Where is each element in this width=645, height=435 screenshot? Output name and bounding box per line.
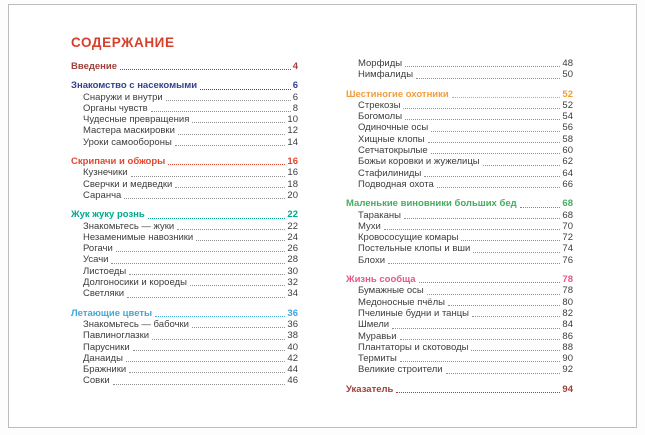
entry-label: Божьи коровки и жужелицы: [358, 156, 480, 168]
dot-leader: [437, 187, 561, 188]
page-number: 30: [287, 265, 298, 277]
toc-heading-row: [346, 89, 573, 100]
toc-entry-row: [346, 342, 573, 353]
page-number: 60: [562, 145, 573, 157]
dot-leader: [448, 305, 560, 306]
entry-label: Павлиноглазки: [83, 330, 150, 342]
toc-entry-row: [71, 114, 298, 125]
entry-label: Знакомство с насекомыми: [71, 80, 198, 92]
page-number: 12: [287, 125, 298, 137]
toc-entry-row: [346, 69, 573, 80]
page-number: 54: [562, 111, 573, 123]
toc-heading-row: [346, 384, 573, 395]
page-number: 36: [287, 318, 298, 330]
dot-leader: [405, 66, 560, 67]
page-number: 82: [562, 307, 573, 319]
entry-label: Кровососущие комары: [358, 232, 459, 244]
toc-entry-row: [71, 254, 298, 265]
toc-entry-row: [346, 111, 573, 122]
entry-label: Жизнь сообща: [346, 274, 416, 286]
dot-leader: [404, 218, 560, 219]
page-number: 68: [562, 198, 573, 210]
dot-leader: [483, 165, 561, 166]
entry-label: Сетчатокрылые: [358, 145, 428, 157]
dot-leader: [168, 164, 285, 165]
page-number: 80: [562, 296, 573, 308]
dot-leader: [424, 176, 560, 177]
entry-label: Подводная охота: [358, 178, 434, 190]
toc-entry-row: [71, 137, 298, 148]
toc-section: [346, 384, 573, 395]
dot-leader: [471, 350, 560, 351]
toc-column-left: [71, 61, 298, 387]
toc-entry-row: [346, 319, 573, 330]
toc-entry-row: [71, 243, 298, 254]
toc-entry-row: [346, 243, 573, 254]
entry-label: Мухи: [358, 220, 381, 232]
entry-label: Блохи: [358, 254, 386, 266]
dot-leader: [113, 384, 286, 385]
toc-entry-row: [346, 210, 573, 221]
page-number: 6: [292, 80, 298, 92]
toc-page: [8, 4, 637, 428]
toc-entry-row: [71, 232, 298, 243]
toc-entry-row: [346, 122, 573, 133]
toc-entry-row: [346, 232, 573, 243]
toc-column-right: [346, 58, 573, 395]
entry-label: Одиночные осы: [358, 122, 429, 134]
dot-leader: [431, 153, 561, 154]
dot-leader: [116, 251, 286, 252]
entry-label: Данаиды: [83, 352, 123, 364]
page-number: 18: [287, 178, 298, 190]
dot-leader: [400, 339, 561, 340]
page-number: 10: [287, 114, 298, 126]
dot-leader: [124, 198, 285, 199]
page-number: 92: [562, 364, 573, 376]
dot-leader: [192, 327, 285, 328]
entry-label: Введение: [71, 61, 118, 72]
page-number: 78: [562, 274, 573, 286]
page-number: 34: [287, 288, 298, 300]
entry-label: Скрипачи и обжоры: [71, 156, 166, 168]
entry-label: Долгоносики и короеды: [83, 277, 187, 289]
toc-heading-row: [71, 308, 298, 319]
toc-entry-row: [71, 364, 298, 375]
dot-leader: [405, 119, 560, 120]
dot-leader: [431, 131, 560, 132]
toc-section: [346, 58, 573, 81]
page-number: 62: [562, 156, 573, 168]
toc-section: [346, 274, 573, 376]
entry-label: Постельные клопы и вши: [358, 243, 471, 255]
page-number: 14: [287, 136, 298, 148]
entry-label: Снаружи и внутри: [83, 91, 163, 103]
dot-leader: [192, 122, 285, 123]
toc-section: [71, 61, 298, 72]
page-number: 72: [562, 232, 573, 244]
toc-entry-row: [71, 342, 298, 353]
dot-leader: [427, 294, 561, 295]
entry-label: Стафилиниды: [358, 167, 422, 179]
page-number: 38: [287, 330, 298, 342]
entry-label: Сверчки и медведки: [83, 178, 173, 190]
entry-label: Великие строители: [358, 364, 443, 376]
page-number: 44: [287, 364, 298, 376]
page-number: 36: [287, 307, 298, 319]
page-number: 26: [287, 243, 298, 255]
dot-leader: [403, 108, 560, 109]
dot-leader: [177, 229, 285, 230]
toc-entry-row: [71, 353, 298, 364]
entry-label: Бражники: [83, 364, 127, 376]
entry-label: Нимфалиды: [358, 69, 414, 81]
toc-entry-row: [346, 156, 573, 167]
page-number: 22: [287, 209, 298, 221]
toc-entry-row: [71, 167, 298, 178]
dot-leader: [166, 100, 291, 101]
page-number: 22: [287, 220, 298, 232]
page-number: 88: [562, 341, 573, 353]
page-number: 58: [562, 133, 573, 145]
page-number: 24: [287, 231, 298, 243]
page-number: 68: [562, 209, 573, 221]
dot-leader: [416, 78, 560, 79]
toc-entry-row: [71, 92, 298, 103]
entry-label: Незаменимые навозники: [83, 231, 194, 243]
page-number: 48: [562, 58, 573, 69]
page-number: 28: [287, 254, 298, 266]
toc-entry-row: [71, 125, 298, 136]
toc-entry-row: [71, 277, 298, 288]
dot-leader: [419, 282, 561, 283]
page-number: 52: [562, 88, 573, 100]
dot-leader: [129, 372, 285, 373]
toc-entry-row: [346, 221, 573, 232]
dot-leader: [400, 361, 561, 362]
dot-leader: [384, 229, 561, 230]
dot-leader: [452, 97, 561, 98]
toc-entry-row: [346, 58, 573, 69]
toc-entry-row: [346, 255, 573, 266]
toc-entry-row: [346, 179, 573, 190]
toc-entry-row: [346, 364, 573, 375]
entry-label: Бумажные осы: [358, 285, 424, 297]
entry-label: Шестиногие охотники: [346, 88, 449, 100]
dot-leader: [428, 142, 561, 143]
entry-label: Медоносные пчёлы: [358, 296, 445, 308]
entry-label: Рогачи: [83, 243, 113, 255]
page-number: 90: [562, 353, 573, 365]
dot-leader: [151, 111, 291, 112]
toc-entry-row: [71, 221, 298, 232]
page-number: 8: [292, 102, 298, 114]
toc-entry-row: [71, 375, 298, 386]
dot-leader: [473, 252, 560, 253]
dot-leader: [388, 263, 560, 264]
toc-entry-row: [71, 103, 298, 114]
toc-section: [71, 209, 298, 299]
entry-label: Мастера маскировки: [83, 125, 175, 137]
entry-label: Плантаторы и скотоводы: [358, 341, 469, 353]
dot-leader: [175, 187, 285, 188]
toc-section: [346, 198, 573, 266]
entry-label: Светляки: [83, 288, 125, 300]
dot-leader: [175, 145, 286, 146]
page-title: СОДЕРЖАНИЕ: [71, 35, 175, 50]
entry-label: Усачи: [83, 254, 109, 266]
dot-leader: [127, 297, 285, 298]
entry-label: Термиты: [358, 353, 397, 365]
toc-entry-row: [71, 319, 298, 330]
toc-entry-row: [71, 266, 298, 277]
toc-entry-row: [346, 285, 573, 296]
entry-label: Парусники: [83, 341, 130, 353]
entry-label: Совки: [83, 375, 110, 387]
dot-leader: [129, 274, 285, 275]
dot-leader: [472, 316, 560, 317]
toc-section: [71, 80, 298, 148]
toc-entry-row: [346, 168, 573, 179]
entry-label: Хищные клопы: [358, 133, 425, 145]
toc-entry-row: [346, 134, 573, 145]
toc-section: [71, 308, 298, 387]
dot-leader: [200, 89, 291, 90]
toc-entry-row: [71, 288, 298, 299]
entry-label: Чудесные превращения: [83, 114, 190, 126]
toc-entry-row: [346, 331, 573, 342]
entry-label: Жук жуку рознь: [71, 209, 145, 221]
page-number: 76: [562, 254, 573, 266]
page-number: 86: [562, 330, 573, 342]
entry-label: Богомолы: [358, 111, 403, 123]
dot-leader: [446, 373, 561, 374]
entry-label: Шмели: [358, 319, 390, 331]
toc-heading-row: [346, 274, 573, 285]
page-number: 56: [562, 122, 573, 134]
page-number: 32: [287, 277, 298, 289]
toc-entry-row: [71, 179, 298, 190]
dot-leader: [131, 176, 286, 177]
page-number: 66: [562, 178, 573, 190]
entry-label: Маленькие виновники больших бед: [346, 198, 517, 210]
page-number: 84: [562, 319, 573, 331]
page-number: 52: [562, 99, 573, 111]
page-number: 94: [562, 383, 573, 395]
toc-heading-row: [346, 198, 573, 209]
toc-entry-row: [346, 308, 573, 319]
toc-entry-row: [71, 190, 298, 201]
page-number: 78: [562, 285, 573, 297]
dot-leader: [392, 328, 560, 329]
page-number: 46: [287, 375, 298, 387]
entry-label: Знакомьтесь — жуки: [83, 220, 175, 232]
entry-label: Саранча: [83, 189, 122, 201]
toc-heading-row: [71, 209, 298, 220]
toc-entry-row: [346, 145, 573, 156]
entry-label: Указатель: [346, 383, 394, 395]
dot-leader: [126, 361, 285, 362]
entry-label: Органы чувств: [83, 102, 148, 114]
dot-leader: [461, 240, 560, 241]
toc-heading-row: [71, 80, 298, 91]
page-number: 74: [562, 243, 573, 255]
toc-section: [71, 156, 298, 201]
page-number: 40: [287, 341, 298, 353]
dot-leader: [190, 285, 286, 286]
page-number: 64: [562, 167, 573, 179]
dot-leader: [196, 240, 285, 241]
toc-entry-row: [346, 100, 573, 111]
page-number: 16: [287, 167, 298, 179]
dot-leader: [152, 339, 285, 340]
page-number: 4: [292, 61, 298, 72]
page-number: 20: [287, 189, 298, 201]
entry-label: Летающие цветы: [71, 307, 153, 319]
toc-heading-row: [71, 61, 298, 72]
page-number: 50: [562, 69, 573, 81]
entry-label: Муравьи: [358, 330, 397, 342]
entry-label: Знакомьтесь — бабочки: [83, 318, 189, 330]
page-number: 6: [292, 91, 298, 103]
dot-leader: [133, 350, 286, 351]
entry-label: Листоеды: [83, 265, 127, 277]
dot-leader: [111, 263, 285, 264]
entry-label: Стрекозы: [358, 99, 401, 111]
toc-entry-row: [71, 330, 298, 341]
page-number: 16: [287, 156, 298, 168]
toc-entry-row: [346, 353, 573, 364]
toc-entry-row: [346, 297, 573, 308]
page-number: 42: [287, 352, 298, 364]
entry-label: Морфиды: [358, 58, 403, 69]
dot-leader: [120, 69, 291, 70]
dot-leader: [155, 316, 285, 317]
toc-section: [346, 89, 573, 191]
entry-label: Кузнечики: [83, 167, 128, 179]
dot-leader: [148, 218, 286, 219]
entry-label: Пчелиные будни и танцы: [358, 307, 469, 319]
toc-heading-row: [71, 156, 298, 167]
dot-leader: [520, 207, 561, 208]
dot-leader: [178, 134, 286, 135]
entry-label: Уроки самообороны: [83, 136, 172, 148]
entry-label: Тараканы: [358, 209, 401, 221]
dot-leader: [396, 392, 560, 393]
page-number: 70: [562, 220, 573, 232]
